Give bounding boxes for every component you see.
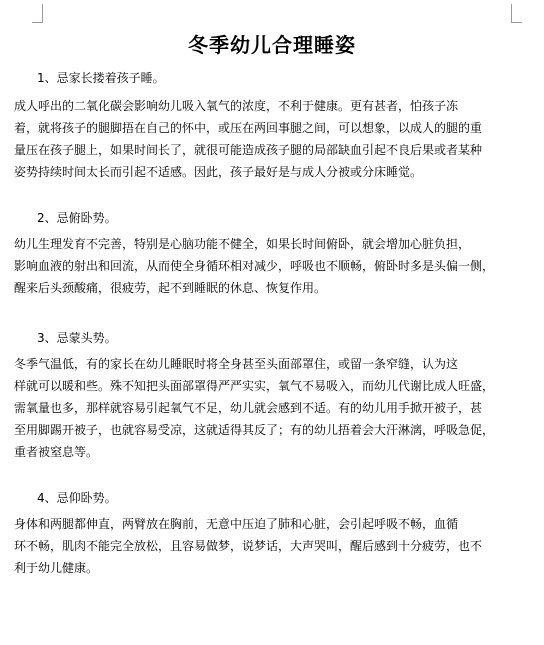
section-paragraph-2 xyxy=(14,233,530,299)
paragraph-line: 影响血液的射出和回流，从而使全身循环相对减少，呼吸也不顺畅，俯卧时多是头偏一侧， xyxy=(14,259,495,273)
page-corner-mark-right xyxy=(511,4,522,23)
section-heading-3: 3、忌蒙头势。 xyxy=(37,331,117,345)
paragraph-line: 需氧量也多，那样就容易引起氧气不足，幼儿就会感到不适。有的幼儿用手掀开被子，甚 xyxy=(14,401,483,415)
paragraph-line: 环不畅，肌肉不能完全放松，且容易做梦，说梦话，大声哭叫，醒后感到十分疲劳，也不 xyxy=(14,539,483,553)
section-heading-2: 2、忌俯卧势。 xyxy=(37,211,117,225)
paragraph-line: 量压在孩子腿上，如果时间长了，就很可能造成孩子腿的局部缺血引起不良后果或者某种 xyxy=(14,143,483,157)
paragraph-line: 冬季气温低，有的家长在幼儿睡眠时将全身甚至头面部罩住，或留一条窄缝，认为这 xyxy=(14,357,459,371)
section-paragraph-1 xyxy=(14,95,530,183)
paragraph-line: 姿势持续时间太长而引起不适感。因此，孩子最好是与成人分被或分床睡觉。 xyxy=(14,165,423,179)
paragraph-line: 至用脚踢开被子，也就容易受凉，这就适得其反了；有的幼儿捂着会大汗淋漓，呼吸急促， xyxy=(14,423,495,437)
document-title: 冬季幼儿合理睡姿 xyxy=(188,33,356,57)
paragraph-line: 幼儿生理发育不完善，特别是心脑功能不健全，如果长时间俯卧，就会增加心脏负担， xyxy=(14,237,471,251)
section-heading-4: 4、忌仰卧势。 xyxy=(37,491,117,505)
page-corner-mark-left xyxy=(32,4,43,23)
paragraph-line: 利于幼儿健康。 xyxy=(14,561,99,575)
paragraph-line: 样就可以暖和些。殊不知把头面部罩得严严实实，氧气不易吸入，而幼儿代谢比成人旺盛， xyxy=(14,379,495,393)
paragraph-line: 醒来后头颈酸痛，很疲劳，起不到睡眠的休息、恢复作用。 xyxy=(14,281,327,295)
paragraph-line: 身体和两腿都伸直，两臂放在胸前，无意中压迫了肺和心脏，会引起呼吸不畅，血循 xyxy=(14,517,459,531)
section-paragraph-3 xyxy=(14,353,530,463)
section-heading-1: 1、忌家长搂着孩子睡。 xyxy=(37,71,165,85)
paragraph-line: 着，就将孩子的腿脚捂在自己的怀中，或压在两回事腿之间，可以想象，以成人的腿的重 xyxy=(14,121,483,135)
paragraph-line: 成人呼出的二氧化碳会影响幼儿吸入氧气的浓度，不利于健康。更有甚者，怕孩子冻 xyxy=(14,99,459,113)
section-paragraph-4 xyxy=(14,513,530,579)
paragraph-line: 重者被窒息等。 xyxy=(14,445,99,459)
